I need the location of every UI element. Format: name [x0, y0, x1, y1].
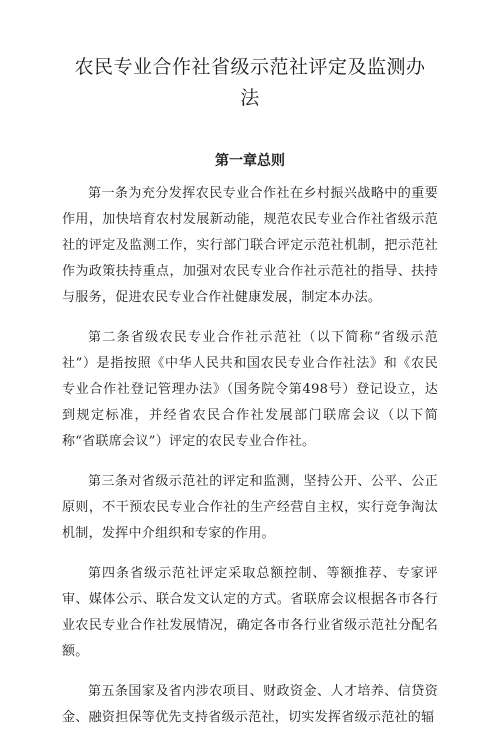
article-1: 第一条为充分发挥农民专业合作社在乡村振兴战略中的重要作用，加快培育农村发展新动能，规范农民专业合作社省级示范社的评定及监测工作，实行部门联合评定示范社机制，把示范社作为政策扶持重点，加强对农民专业合作社示范社的指导、扶持与服务，促进农民专业合作社健康发展，制定本办法。 [62, 186, 438, 305]
article-2: 第二条省级农民专业合作社示范社（以下简称“省级示范社”）是指按照《中华人民共和国农民专业合作社法》和《农民专业合作社登记管理办法》（国务院令第498号）登记设立，达到规定标准，并经省农民合作社发展部门联席会议（以下简称“省联席会议”）评定的农民专业合作社。 [62, 330, 438, 449]
article-3: 第三条对省级示范社的评定和监测，坚持公开、公平、公正原则，不干预农民专业合作社的生产经营自主权，实行竞争淘汰机制，发挥中介组织和专家的作用。 [62, 474, 438, 541]
article-5: 第五条国家及省内涉农项目、财政资金、人才培养、信贷资金、融资担保等优先支持省级示范社，切实发挥省级示范社的辐 [62, 684, 438, 725]
document-title: 农民专业合作社省级示范社评定及监测办法 [74, 56, 426, 109]
article-4: 第四条省级示范社评定采取总额控制、等额推荐、专家评审、媒体公示、联合发文认定的方式。省联席会议根据各市各行业农民专业合作社发展情况，确定各市各行业省级示范社分配名额。 [62, 566, 438, 659]
chapter-heading: 第一章总则 [215, 153, 285, 169]
